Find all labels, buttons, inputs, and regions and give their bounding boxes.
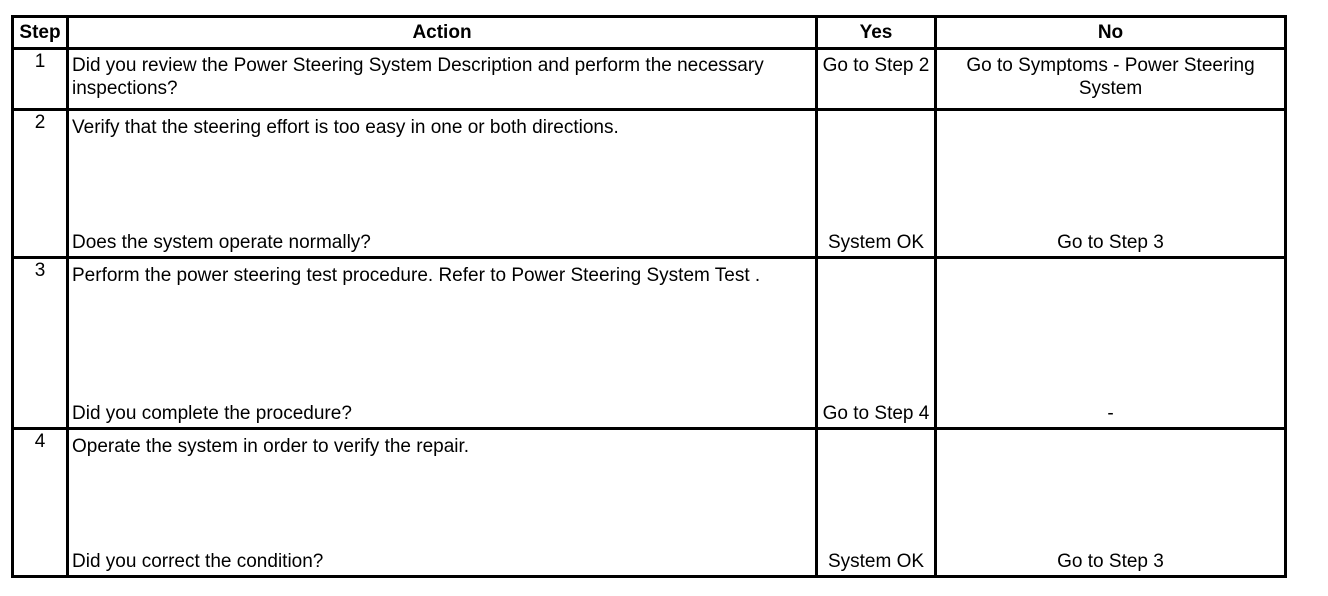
action-cell [68,258,817,429]
yes-result: System OK [817,110,936,258]
table-row [13,429,1286,577]
yes-result: Go to Step 2 [817,49,936,110]
no-result: Go to Step 3 [936,429,1286,577]
header-step: Step [13,17,68,49]
yes-result: System OK [817,429,936,577]
header-action: Action [68,17,817,49]
action-question: Does the system operate normally? [72,232,371,253]
table-header-row [13,17,1286,49]
action-text: Perform the power steering test procedure. Refer to Power Steering System Test . [72,265,761,286]
step-number: 1 [13,49,68,110]
action-text: Verify that the steering effort is too easy in one or both directions. [72,117,619,138]
action-question: Did you complete the procedure? [72,403,352,424]
header-yes: Yes [817,17,936,49]
no-result: Go to Symptoms - Power Steering System [936,49,1286,110]
step-number: 3 [13,258,68,429]
diagnostic-table [11,15,1287,578]
step-number: 4 [13,429,68,577]
header-no: No [936,17,1286,49]
yes-result: Go to Step 4 [817,258,936,429]
action-text: Did you review the Power Steering System Description and perform the necessary inspections? [68,49,817,110]
action-text: Operate the system in order to verify the repair. [72,436,470,457]
table-row [13,49,1286,110]
action-question: Did you correct the condition? [72,551,324,572]
action-cell [68,429,817,577]
table-row [13,258,1286,429]
step-number: 2 [13,110,68,258]
table-row [13,110,1286,258]
no-result: - [936,258,1286,429]
action-cell [68,110,817,258]
no-result: Go to Step 3 [936,110,1286,258]
